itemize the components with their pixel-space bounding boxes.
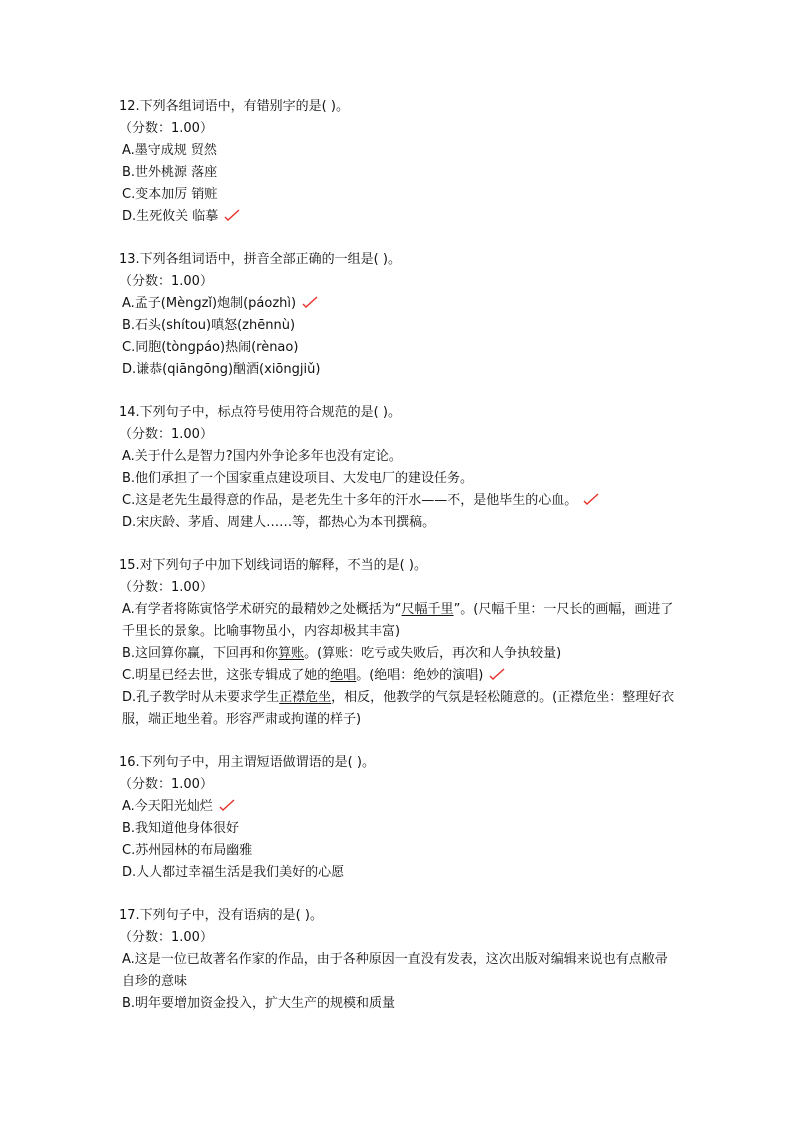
option-text: C.同胞(tòngpáo)热闹(rènao)	[122, 340, 299, 355]
question-score: （分数：1.00）	[119, 930, 213, 945]
question-14	[119, 402, 679, 534]
option-c[interactable]	[119, 665, 679, 687]
option-b[interactable]	[119, 162, 679, 184]
check-icon	[583, 493, 599, 505]
check-icon	[489, 668, 505, 680]
question-stem: 16.下列句子中，用主谓短语做谓语的是( )。	[119, 755, 375, 770]
underlined-term: 正襟危坐	[279, 690, 332, 705]
option-text: A.墨守成规 贸然	[122, 143, 217, 158]
option-text-before: A.有学者将陈寅恪学术研究的最精妙之处概括为“	[122, 602, 402, 617]
option-a[interactable]	[119, 796, 679, 818]
option-a[interactable]	[119, 140, 679, 162]
option-text: A.关于什么是智力?国内外争论多年也没有定论。	[122, 449, 402, 464]
option-d[interactable]	[119, 206, 679, 228]
option-text: C.变本加厉 销赃	[122, 187, 218, 202]
option-c[interactable]	[119, 184, 679, 206]
option-text: A.这是一位已故著名作家的作品，由于各种原因一直没有发表，这次出版对编辑来说也有点敝帚自珍的意味	[122, 952, 668, 989]
question-13	[119, 249, 679, 381]
option-b[interactable]	[119, 468, 679, 490]
question-stem: 12.下列各组词语中，有错别字的是( )。	[119, 99, 349, 114]
option-text: A.孟子(Mèngzǐ)炮制(páozhì)	[122, 296, 297, 311]
option-text-after: 。(绝唱：绝妙的演唱)	[356, 668, 484, 683]
option-c[interactable]	[119, 337, 679, 359]
option-c[interactable]	[119, 840, 679, 862]
question-stem: 13.下列各组词语中，拼音全部正确的一组是( )。	[119, 252, 401, 267]
option-a[interactable]	[119, 446, 679, 468]
option-text: D.人人都过幸福生活是我们美好的心愿	[122, 865, 345, 880]
option-text-before: B.这回算你赢，下回再和你	[122, 646, 279, 661]
option-b[interactable]	[119, 993, 679, 1015]
question-score: （分数：1.00）	[119, 580, 213, 595]
option-a[interactable]	[119, 949, 679, 993]
option-text-after: ，相反，他教学的气氛是轻松随意的。(正襟危坐：整理好衣服，端正地坐着。形容严肃或拘谨的样子)	[122, 690, 675, 727]
option-text: D.谦恭(qiāngōng)酗酒(xiōngjiǔ)	[122, 362, 321, 377]
option-text-after: 。(算账：吃亏或失败后，再次和人争执较量)	[304, 646, 562, 661]
option-b[interactable]	[119, 315, 679, 337]
option-text: C.这是老先生最得意的作品，是老先生十多年的汗水——不，是他毕生的心血。	[122, 493, 578, 508]
option-d[interactable]	[119, 359, 679, 381]
option-d[interactable]	[119, 862, 679, 884]
question-stem: 17.下列句子中，没有语病的是( )。	[119, 908, 323, 923]
check-icon	[302, 296, 318, 308]
option-text-after: ”。(尺幅千里：一尺长的画幅，画进了千里长的景象。比喻事物虽小，内容却极其丰富)	[122, 602, 674, 639]
question-17	[119, 905, 679, 1015]
option-text: B.石头(shítou)嗔怒(zhēnnù)	[122, 318, 296, 333]
underlined-term: 绝唱	[330, 668, 357, 683]
check-icon	[224, 209, 240, 221]
option-text: B.他们承担了一个国家重点建设项目、大发电厂的建设任务。	[122, 471, 474, 486]
question-15	[119, 555, 679, 731]
question-score: （分数：1.00）	[119, 274, 213, 289]
option-text: A.今天阳光灿烂	[122, 799, 213, 814]
question-16	[119, 752, 679, 884]
option-b[interactable]	[119, 643, 679, 665]
underlined-term: 算账	[278, 646, 305, 661]
option-text: C.苏州园林的布局幽雅	[122, 843, 253, 858]
quiz-document	[119, 96, 679, 1036]
option-d[interactable]	[119, 512, 679, 534]
option-c[interactable]	[119, 490, 679, 512]
question-stem: 14.下列句子中，标点符号使用符合规范的是( )。	[119, 405, 401, 420]
option-a[interactable]	[119, 293, 679, 315]
option-text-before: C.明星已经去世，这张专辑成了她的	[122, 668, 331, 683]
question-score: （分数：1.00）	[119, 121, 213, 136]
option-text: B.我知道他身体很好	[122, 821, 240, 836]
option-text: D.生死攸关 临摹	[122, 209, 219, 224]
option-a[interactable]	[119, 599, 679, 643]
option-d[interactable]	[119, 687, 679, 731]
question-stem: 15.对下列句子中加下划线词语的解释，不当的是( )。	[119, 558, 427, 573]
option-text-before: D.孔子教学时从未要求学生	[122, 690, 280, 705]
underlined-term: 尺幅千里	[401, 602, 454, 617]
check-icon	[219, 799, 235, 811]
question-score: （分数：1.00）	[119, 427, 213, 442]
option-text: D.宋庆龄、茅盾、周建人……等，都热心为本刊撰稿。	[122, 515, 436, 530]
option-text: B.明年要增加资金投入，扩大生产的规模和质量	[122, 996, 396, 1011]
question-score: （分数：1.00）	[119, 777, 213, 792]
option-text: B.世外桃源 落座	[122, 165, 218, 180]
option-b[interactable]	[119, 818, 679, 840]
question-12	[119, 96, 679, 228]
